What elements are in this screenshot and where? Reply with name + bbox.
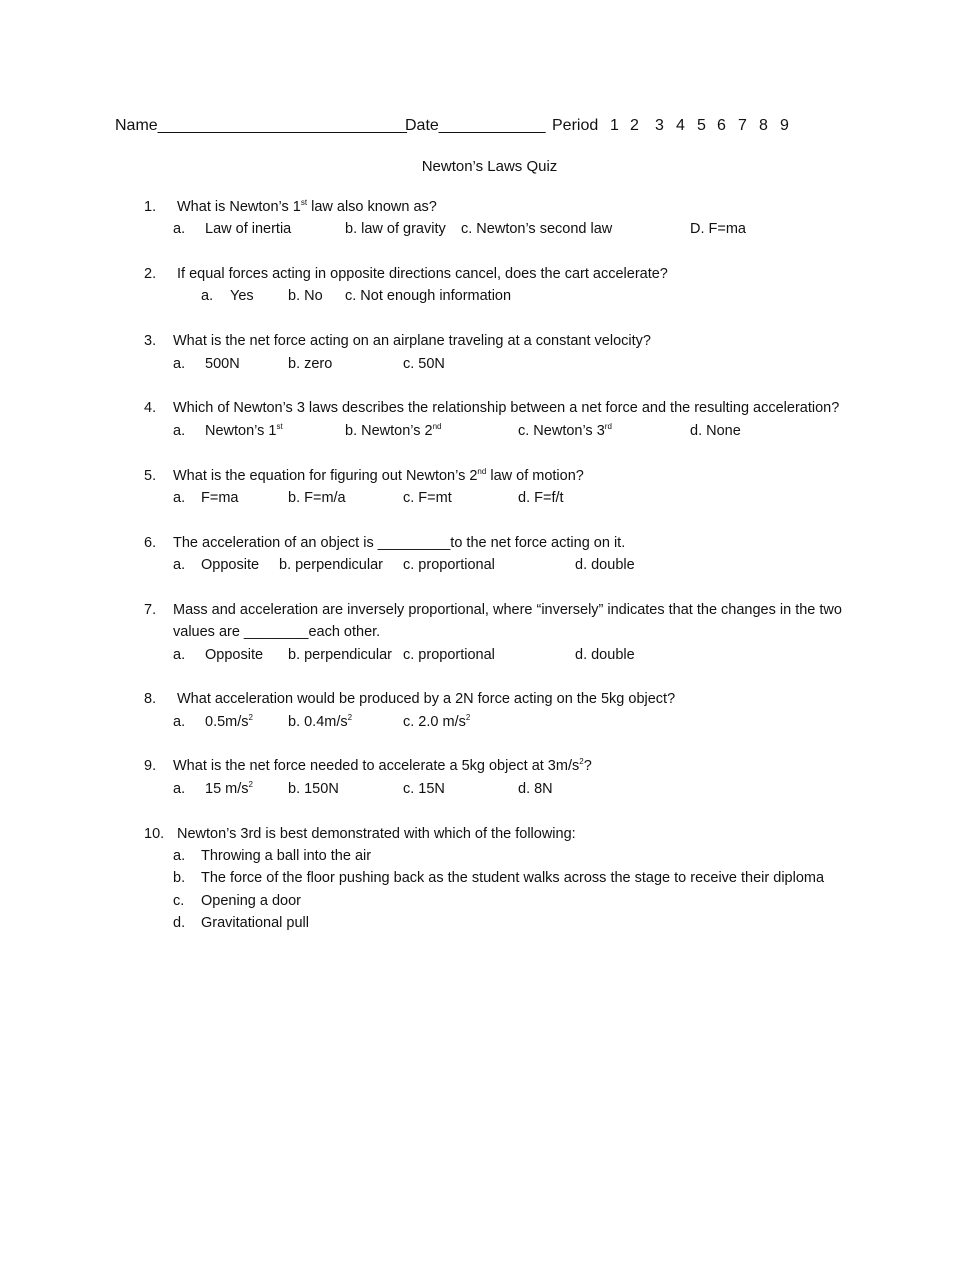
question-10-option-c-letter: c.: [173, 893, 185, 909]
question-1-option-a: Law of inertia: [205, 221, 292, 237]
question-1-text: What is Newton’s 1st law also known as?: [177, 198, 437, 215]
period-number-6: 6: [717, 117, 726, 134]
question-9-text: What is the net force needed to accelerate a 5kg object at $3m/s^2$?: [173, 757, 592, 774]
question-10-option-d-letter: d.: [173, 915, 186, 931]
question-6-option-a: Opposite: [201, 557, 260, 573]
date-field: [405, 116, 546, 136]
question-2-option-a-letter: a.: [201, 288, 214, 304]
question-3-option-a-letter: a.: [173, 356, 186, 372]
question-10-option-d: Gravitational pull: [201, 915, 309, 931]
period-number-7: 7: [738, 117, 747, 134]
question-3-option-b: b. zero: [288, 356, 333, 372]
question-5-text: What is the equation for figuring out Newton’s 2nd law of motion?: [173, 467, 584, 484]
question-4-option-d: d. None: [690, 423, 741, 439]
question-4-number: 4.: [144, 400, 157, 416]
period-number-5: 5: [697, 117, 706, 134]
question-9-option-a-letter: a.: [173, 781, 186, 797]
question-10-text: Newton’s 3rd is best demonstrated with which of the following:: [177, 826, 576, 842]
period-number-4: 4: [676, 117, 685, 134]
question-10-option-a: Throwing a ball into the air: [201, 848, 372, 864]
question-2-number: 2.: [144, 266, 157, 282]
question-5-option-d: d. F=f/t: [518, 490, 564, 506]
question-2-text: If equal forces acting in opposite directions cancel, does the cart accelerate?: [177, 266, 668, 282]
question-5-option-b: b. F=m/a: [288, 490, 346, 506]
question-1-number: 1.: [144, 199, 157, 215]
question-8-option-a-letter: a.: [173, 714, 186, 730]
question-1-option-d: D. F=ma: [690, 221, 746, 237]
question-8-text: What acceleration would be produced by a 2N force acting on the 5kg object?: [177, 691, 676, 707]
name-label: Name: [115, 117, 158, 134]
period-number-3: 3: [655, 117, 664, 134]
period-number-9: 9: [780, 117, 789, 134]
page-title: Newton’s Laws Quiz: [421, 158, 558, 175]
question-6-option-a-letter: a.: [173, 557, 186, 573]
question-5-option-a: F=ma: [201, 490, 239, 506]
question-2-option-a: Yes: [230, 288, 254, 304]
name-field: [115, 116, 407, 136]
question-1-option-b: b. law of gravity: [345, 221, 446, 237]
question-7-text-line-2: values are ________each other.: [173, 624, 381, 640]
question-9-option-c: c. 15N: [403, 781, 445, 797]
date-blank: ____________: [438, 117, 546, 134]
question-1-option-c: c. Newton’s second law: [461, 221, 613, 237]
question-2-option-b: b. No: [288, 288, 323, 304]
question-10-option-a-letter: a.: [173, 848, 186, 864]
question-10-option-b-letter: b.: [173, 870, 186, 886]
question-7-option-a-letter: a.: [173, 647, 186, 663]
question-6-option-b: b. perpendicular: [279, 557, 383, 573]
question-6-option-d: d. double: [575, 557, 635, 573]
question-9-option-b: b. 150N: [288, 781, 339, 797]
question-10-option-c: Opening a door: [201, 893, 301, 909]
question-9-option-d: d. 8N: [518, 781, 553, 797]
question-5-number: 5.: [144, 468, 157, 484]
question-10-option-b: The force of the floor pushing back as the student walks across the stage to receive their diploma: [201, 870, 825, 886]
question-6-text: The acceleration of an object is _________to the net force acting on it.: [173, 535, 626, 551]
date-label: Date: [405, 117, 439, 134]
question-4-option-c: c. Newton’s 3rd: [518, 422, 612, 439]
question-6-option-c: c. proportional: [403, 557, 495, 573]
question-4-option-a-letter: a.: [173, 423, 186, 439]
period-number-1: 1: [610, 117, 619, 134]
question-10-number: 10.: [144, 826, 165, 842]
question-9-option-a: 15 $m/s^2$: [205, 780, 253, 797]
question-2-option-c: c. Not enough information: [345, 288, 512, 304]
question-7-option-a: Opposite: [205, 647, 264, 663]
question-3-option-c: c. 50N: [403, 356, 445, 372]
question-8-option-c: c. 2.0 $m/s^2$: [403, 713, 471, 730]
period-label: Period: [552, 117, 599, 134]
question-9-number: 9.: [144, 758, 157, 774]
question-8-number: 8.: [144, 691, 157, 707]
question-7-option-b: b. perpendicular: [288, 647, 392, 663]
period-number-2: 2: [630, 117, 639, 134]
question-3-text: What is the net force acting on an airplane traveling at a constant velocity?: [173, 333, 651, 349]
question-7-option-d: d. double: [575, 647, 635, 663]
question-5-option-a-letter: a.: [173, 490, 186, 506]
question-4-option-a: Newton’s 1st: [205, 422, 283, 439]
period-number-8: 8: [759, 117, 768, 134]
name-blank: ____________________________: [157, 117, 407, 134]
question-7-number: 7.: [144, 602, 157, 618]
question-7-text-line-1: Mass and acceleration are inversely proportional, where “inversely” indicates that the changes in the two: [173, 602, 842, 618]
question-8-option-a: $0.5m/s^2$: [205, 713, 253, 730]
question-8-option-b: b. $0.4m/s^2$: [288, 713, 353, 730]
question-5-option-c: c. F=mt: [403, 490, 452, 506]
question-4-text: Which of Newton’s 3 laws describes the relationship between a net force and the resulting acceleration?: [173, 400, 840, 416]
question-7-option-c: c. proportional: [403, 647, 495, 663]
question-4-option-b: b. Newton’s 2nd: [345, 422, 442, 439]
question-6-number: 6.: [144, 535, 157, 551]
question-3-option-a: 500N: [205, 356, 240, 372]
question-1-option-a-letter: a.: [173, 221, 186, 237]
question-3-number: 3.: [144, 333, 157, 349]
